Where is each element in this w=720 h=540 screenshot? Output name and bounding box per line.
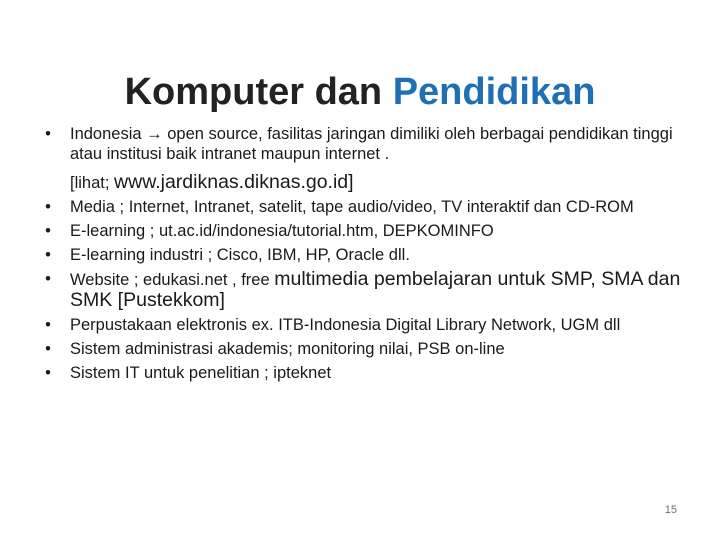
bullet-text: Media ; Internet, Intranet, satelit, tape audio/video, TV interaktif dan CD-ROM (70, 198, 634, 216)
slide-title (0, 67, 720, 117)
bullet-item-perpustakaan (38, 315, 688, 335)
bullet-item-indonesia (38, 124, 688, 193)
bullet-item-sistem-administrasi (38, 339, 688, 359)
bullet-text: Indonesia → open source, fasilitas jaringan dimiliki oleh berbagai pendidikan tinggi atau institusi baik intranet maupun internet . (70, 125, 673, 163)
bullet-sub-line (70, 172, 688, 193)
bullet-text: E-learning ; ut.ac.id/indonesia/tutorial.htm, DEPKOMINFO (70, 222, 494, 240)
bullet-text: Sistem administrasi akademis; monitoring nilai, PSB on-line (70, 340, 505, 358)
bullet-text-large: multimedia pembelajaran untuk SMP, SMA dan SMK [Pustekkom] (70, 268, 681, 311)
bullet-text: E-learning industri ; Cisco, IBM, HP, Oracle dll. (70, 246, 410, 264)
bullet-dot: • (45, 340, 51, 358)
bullet-item-media (38, 197, 688, 217)
bullet-text-prefix: Website ; edukasi.net , free (70, 271, 275, 289)
bullet-dot: • (45, 222, 51, 240)
bullet-dot: • (45, 198, 51, 216)
title-accent: Pendidikan (392, 71, 596, 114)
bullet-text: Perpustakaan elektronis ex. ITB-Indonesia Digital Library Network, UGM dll (70, 316, 621, 334)
bullet-item-elearning (38, 221, 688, 241)
bullet-list (38, 124, 688, 387)
page-number: 15 (664, 504, 677, 516)
bullet-item-elearning-industri (38, 245, 688, 265)
bullet-dot: • (45, 316, 51, 334)
bullet-sub-link: www.jardiknas.diknas.go.id] (114, 171, 354, 193)
bullet-item-sistem-it (38, 363, 688, 383)
title-plain: Komputer dan (124, 71, 393, 114)
bullet-sub-prefix: [lihat; (70, 174, 115, 192)
bullet-dot: • (45, 246, 51, 264)
bullet-dot: • (45, 364, 51, 382)
bullet-text: Sistem IT untuk penelitian ; ipteknet (70, 364, 332, 382)
bullet-item-website (38, 269, 688, 311)
bullet-dot: • (45, 270, 51, 288)
bullet-dot: • (45, 125, 51, 143)
